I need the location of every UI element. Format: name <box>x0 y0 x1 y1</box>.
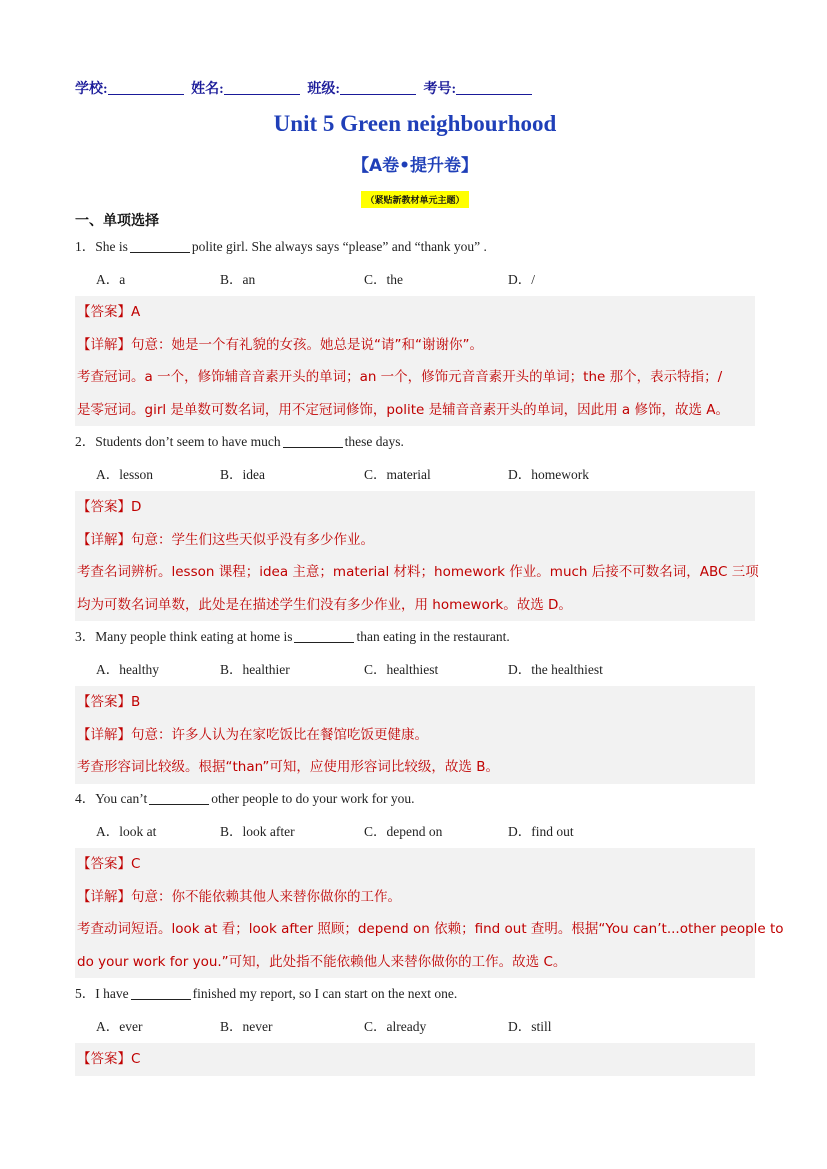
option-b[interactable]: B．healthier <box>220 661 290 677</box>
answer-label: 【答案】 <box>77 694 131 710</box>
option-c[interactable]: C．already <box>364 1018 427 1034</box>
answer-blank <box>131 986 191 1000</box>
explain-line: 均为可数名词单数，此处是在描述学生们没有多少作业，用 homework。故选 D。 <box>77 596 572 613</box>
stem-text: 4．You can’t <box>75 791 148 806</box>
answer-line <box>75 1043 755 1076</box>
explain-text: 句意：你不能依赖其他人来替你做你的工作。 <box>131 888 401 905</box>
explain-line <box>75 881 755 914</box>
options-row <box>75 654 755 687</box>
question-1 <box>75 231 755 426</box>
option-b[interactable]: B．idea <box>220 466 265 482</box>
explain-text: 句意：她是一个有礼貌的女孩。她总是说“请”和“谢谢你”。 <box>131 336 483 353</box>
option-c[interactable]: C．the <box>364 271 403 287</box>
option-b[interactable]: B．an <box>220 271 256 287</box>
explain-line <box>75 524 755 557</box>
option-a[interactable]: A．lesson <box>96 466 153 482</box>
question-5 <box>75 978 755 1076</box>
answer-line <box>75 686 755 719</box>
question-4 <box>75 783 784 978</box>
options-row <box>75 264 755 297</box>
name-label: 姓名: <box>191 82 224 97</box>
exam-number-blank[interactable] <box>456 80 532 95</box>
stem-text: polite girl. She always says “please” and “thank you” . <box>191 239 487 254</box>
option-a[interactable]: A．a <box>96 271 126 287</box>
explain-line: 考查形容词比较级。根据“than”可知，应使用形容词比较级，故选 B。 <box>77 759 499 775</box>
answer-blank <box>283 434 343 448</box>
answer-line <box>75 848 755 881</box>
option-b[interactable]: B．never <box>220 1018 273 1034</box>
answer-value: C <box>131 1051 141 1067</box>
answer-block <box>75 1043 755 1076</box>
options-row <box>75 459 755 492</box>
explain-line: 考查名词辨析。lesson 课程；idea 主意；material 材料；homework 作业。much 后接不可数名词，ABC 三项 <box>77 564 759 580</box>
stem-text: these days. <box>344 434 404 449</box>
option-d[interactable]: D．homework <box>508 466 589 482</box>
question-2 <box>75 426 759 621</box>
answer-block <box>75 491 759 621</box>
stem-text: 2．Students don’t seem to have much <box>75 434 281 449</box>
answer-label: 【答案】 <box>77 856 131 872</box>
answer-label: 【答案】 <box>77 304 131 320</box>
exam-number-label: 考号: <box>423 82 457 97</box>
question-stem <box>75 978 755 1011</box>
page-subtitle: 【A卷•提升卷】 <box>351 156 479 176</box>
class-label: 班级: <box>307 82 341 97</box>
answer-value: B <box>131 694 141 710</box>
answer-line <box>75 491 755 524</box>
name-blank[interactable] <box>224 80 300 95</box>
explain-label: 【详解】 <box>77 726 131 743</box>
answer-blank <box>294 629 354 643</box>
answer-value: C <box>131 856 141 872</box>
answer-blank <box>149 791 209 805</box>
answer-value: D <box>131 499 142 515</box>
answer-label: 【答案】 <box>77 499 131 515</box>
explain-line: 考查冠词。a 一个，修饰辅音音素开头的单词；an 一个，修饰元音音素开头的单词；the 那个，表示特指；/ <box>77 369 723 385</box>
stem-text: other people to do your work for you. <box>211 791 415 806</box>
options-row <box>75 816 755 849</box>
question-3 <box>75 621 755 784</box>
options-row <box>75 1011 755 1044</box>
explain-text: 句意：学生们这些天似乎没有多少作业。 <box>131 531 374 548</box>
answer-line <box>75 296 755 329</box>
explain-label: 【详解】 <box>77 336 131 353</box>
option-d[interactable]: D．still <box>508 1018 552 1034</box>
explain-line <box>75 719 755 752</box>
explain-text: 句意：许多人认为在家吃饭比在餐馆吃饭更健康。 <box>131 726 428 743</box>
explain-line: 考查动词短语。look at 看；look after 照顾；depend on 依赖；find out 查明。根据“You can’t...other people to <box>77 921 784 937</box>
question-stem <box>75 621 755 654</box>
option-c[interactable]: C．depend on <box>364 823 443 839</box>
page-title: Unit 5 Green neighbourhood <box>273 111 557 136</box>
question-stem <box>75 231 755 264</box>
answer-label: 【答案】 <box>77 1051 131 1067</box>
answer-block <box>75 848 784 978</box>
answer-block <box>75 296 755 426</box>
explain-line: do your work for you.”可知，此处指不能依赖他人来替你做你的工作。故选 C。 <box>77 953 567 970</box>
explain-label: 【详解】 <box>77 888 131 905</box>
stem-text: 1．She is <box>75 239 128 254</box>
option-c[interactable]: C．healthiest <box>364 661 439 677</box>
option-d[interactable]: D．the healthiest <box>508 661 603 677</box>
option-a[interactable]: A．ever <box>96 1018 143 1034</box>
school-blank[interactable] <box>108 80 184 95</box>
class-blank[interactable] <box>340 80 416 95</box>
option-a[interactable]: A．look at <box>96 823 157 839</box>
answer-block <box>75 686 755 784</box>
school-label: 学校: <box>75 82 108 97</box>
answer-value: A <box>131 304 141 320</box>
option-d[interactable]: D．/ <box>508 271 535 287</box>
explain-label: 【详解】 <box>77 531 131 548</box>
theme-tag: （紧贴新教材单元主题） <box>361 191 468 208</box>
stem-text: than eating in the restaurant. <box>356 629 510 644</box>
question-stem <box>75 426 755 459</box>
tag-wrapper <box>75 190 755 208</box>
explain-line: 是零冠词。girl 是单数可数名词，用不定冠词修饰，polite 是辅音音素开头的单词，因此用 a 修饰，故选 A。 <box>77 401 730 418</box>
student-info-line <box>75 78 536 98</box>
option-a[interactable]: A．healthy <box>96 661 159 677</box>
explain-line <box>75 329 755 362</box>
stem-text: finished my report, so I can start on the next one. <box>192 986 458 1001</box>
stem-text: 5．I have <box>75 986 129 1001</box>
option-d[interactable]: D．find out <box>508 823 574 839</box>
option-b[interactable]: B．look after <box>220 823 295 839</box>
stem-text: 3．Many people think eating at home is <box>75 629 293 644</box>
section-title: 一、单项选择 <box>75 213 159 229</box>
option-c[interactable]: C．material <box>364 466 431 482</box>
answer-blank <box>130 239 190 253</box>
question-stem <box>75 783 755 816</box>
